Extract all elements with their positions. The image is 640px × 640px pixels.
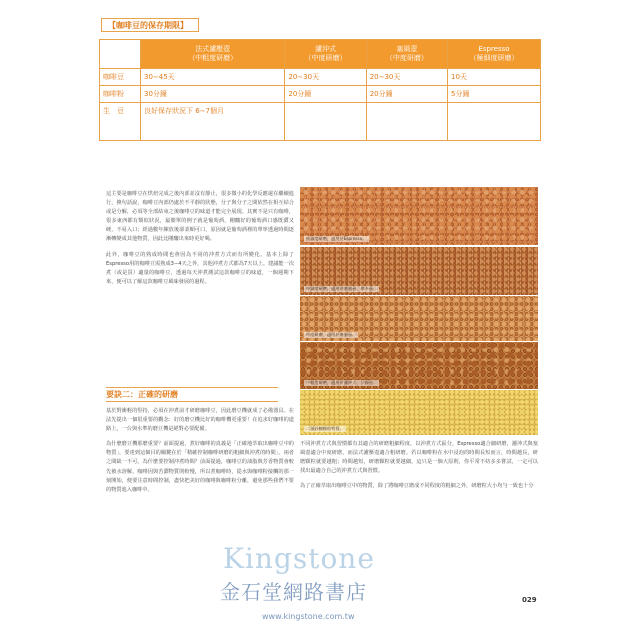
paragraph: 為什麼磨豆機那麼重要？前面提過，煮好咖啡的真義是「正確地萃取出咖啡豆中的物質」，要達到這個目的關鍵在於「精確控制咖啡研磨的粗細與沖煮的時間」，兩者之間缺一不可。為什麼要控制沖煮時間？前面提過，咖啡豆的油脂與芳香物質會較先被水溶解，咖啡因與苦澀物質則較慢，所以煮咖啡時，從水與咖啡粉接觸的那一刻開始，便要注意時間控制，盡快把美好的咖啡與咖啡粉分離，避免那些我們不要的物質進入咖啡中。 [106,441,294,493]
header-line1: 濾沖式 [315,45,337,53]
section-heading: 要訣二：正確的研磨 [106,387,278,402]
table-cell: 10天 [448,69,541,86]
header-line2: （中粗度研磨） [188,54,238,62]
photo-caption: 中細度研磨，適用於塞風壺、摩卡壺。 [306,286,378,291]
table-row [100,86,541,103]
table-row [100,69,541,86]
page-number: 029 [522,596,537,604]
header-line2: （中度研磨） [304,54,347,62]
photo-caption: 中粗度研磨，適用於濾沖式、法國壺。 [306,380,378,385]
right-column [300,440,538,497]
table-header-cell [141,40,285,69]
storage-table-header-row [100,40,541,69]
header-line2: （中度研磨） [385,54,428,62]
row-label: 咖啡粉 [100,86,141,103]
table-cell [285,103,366,141]
sugar-granule-photo [300,390,538,435]
table-cell: 5分鐘 [448,86,541,103]
table-header-cell [448,40,541,69]
table-cell: 30分鐘 [141,86,285,103]
table-cell: 20分鐘 [285,86,366,103]
watermark-url: www.kingstone.com.tw [262,612,355,621]
photo-caption: 二號砂糖顆粒特寫。 [306,426,344,431]
row-label: 生 豆 [100,103,141,141]
coffee-grind-photo [300,187,538,245]
table-cell: 20∼30天 [285,69,366,86]
header-line1: 塞風壺 [396,45,418,53]
photo-caption: 極細度研磨，適用於Espresso。 [306,236,367,241]
table-corner-cell [100,40,141,69]
watermark-logo: 金石堂網路書店 [220,580,367,604]
table-row [100,103,541,141]
table-header-cell [285,40,366,69]
table-cell [366,103,447,141]
header-line1: Espresso [478,45,510,53]
paragraph: 不同沖煮方式與習慣都有其適合的研磨粗細程度，以沖煮方式區分，Espresso適合細研磨，濾沖式與塞風壺適合中度研磨，而法式濾壓壺適合粗研磨。若以咖啡粉在水中浸泡的時間長短而言，時間越長，研磨顆粒就要越粗；時間越短，研磨顆粒就要越細。這只是一個大原則，你平常不妨多多嘗試，一定可以找出最適合自己的沖煮方式與習慣。 [300,441,538,475]
table-cell: 20∼30天 [366,69,447,86]
table-header-cell [366,40,447,69]
watermark-logo: Kingstone [223,542,375,575]
coffee-grind-photo [300,342,538,389]
paragraph: 此外，咖啡豆的熟成時間也會因為不同的沖煮方式而有所變化。基本上除了Espresso用的咖啡豆需熟成3∼4天之外，其他沖煮方式都為7天以上。建議能一次煮（或是買）適量的咖啡豆，透過每天沖煮測試這款咖啡豆的味道，一個週期下來，便可以了解這款咖啡豆風味發展的過程。 [106,251,294,285]
paragraph: 這主要是咖啡豆在烘焙完成之後內部並沒有靜止，很多微小的化學反應還在繼續進行，換句話說，咖啡豆內部仍處於不平靜的狀態，分子與分子之間依然在相互結合或是分解，必須等全部結束之後咖啡豆的味道才能完全展現。其實不是只有咖啡，很多東西都有類似狀況，最簡單的例子就是葡萄酒，剛釀好的葡萄酒口感既澀又硬，不易入口；經過數年陳放後卻柔順可口，原因就是葡萄酒裡的單寧透過時間逐漸轉變成其他物質，因此比剛釀出來時更好喝。 [106,191,294,243]
header-line1: 法式濾壓壺 [195,45,231,53]
left-column-top [106,190,294,293]
paragraph: 為了正確萃取出咖啡豆中的物質，除了將咖啡豆磨成不同程度的粗細之外，研磨粒大小均勻一致也十分 [300,483,534,490]
storage-table [99,39,541,141]
header-line2: （極細度研磨） [469,54,519,62]
table-cell: 20分鐘 [366,86,447,103]
paragraph: 基於對衝輕的堅持，必須在沖煮前才研磨咖啡豆，因此磨豆機就成了必備器具。在法先提出一個很重要的觀念：好的磨豆機比好的咖啡機更重要！在追求好咖啡的道路上，一台與水準的磨豆機是絕對必要配備。 [106,408,294,433]
storage-table-title: 【咖啡豆的保存期限】 [101,18,199,32]
row-label: 咖啡豆 [100,69,141,86]
coffee-grind-photo [300,247,538,295]
table-cell: 良好保存狀況下 6∼7個月 [141,103,285,141]
table-cell: 30∼45天 [141,69,285,86]
left-column-bottom [106,407,294,501]
photo-caption: 中度研磨，適用於塞風壺。 [306,332,357,337]
coffee-grind-photo [300,296,538,341]
table-cell [448,103,541,141]
